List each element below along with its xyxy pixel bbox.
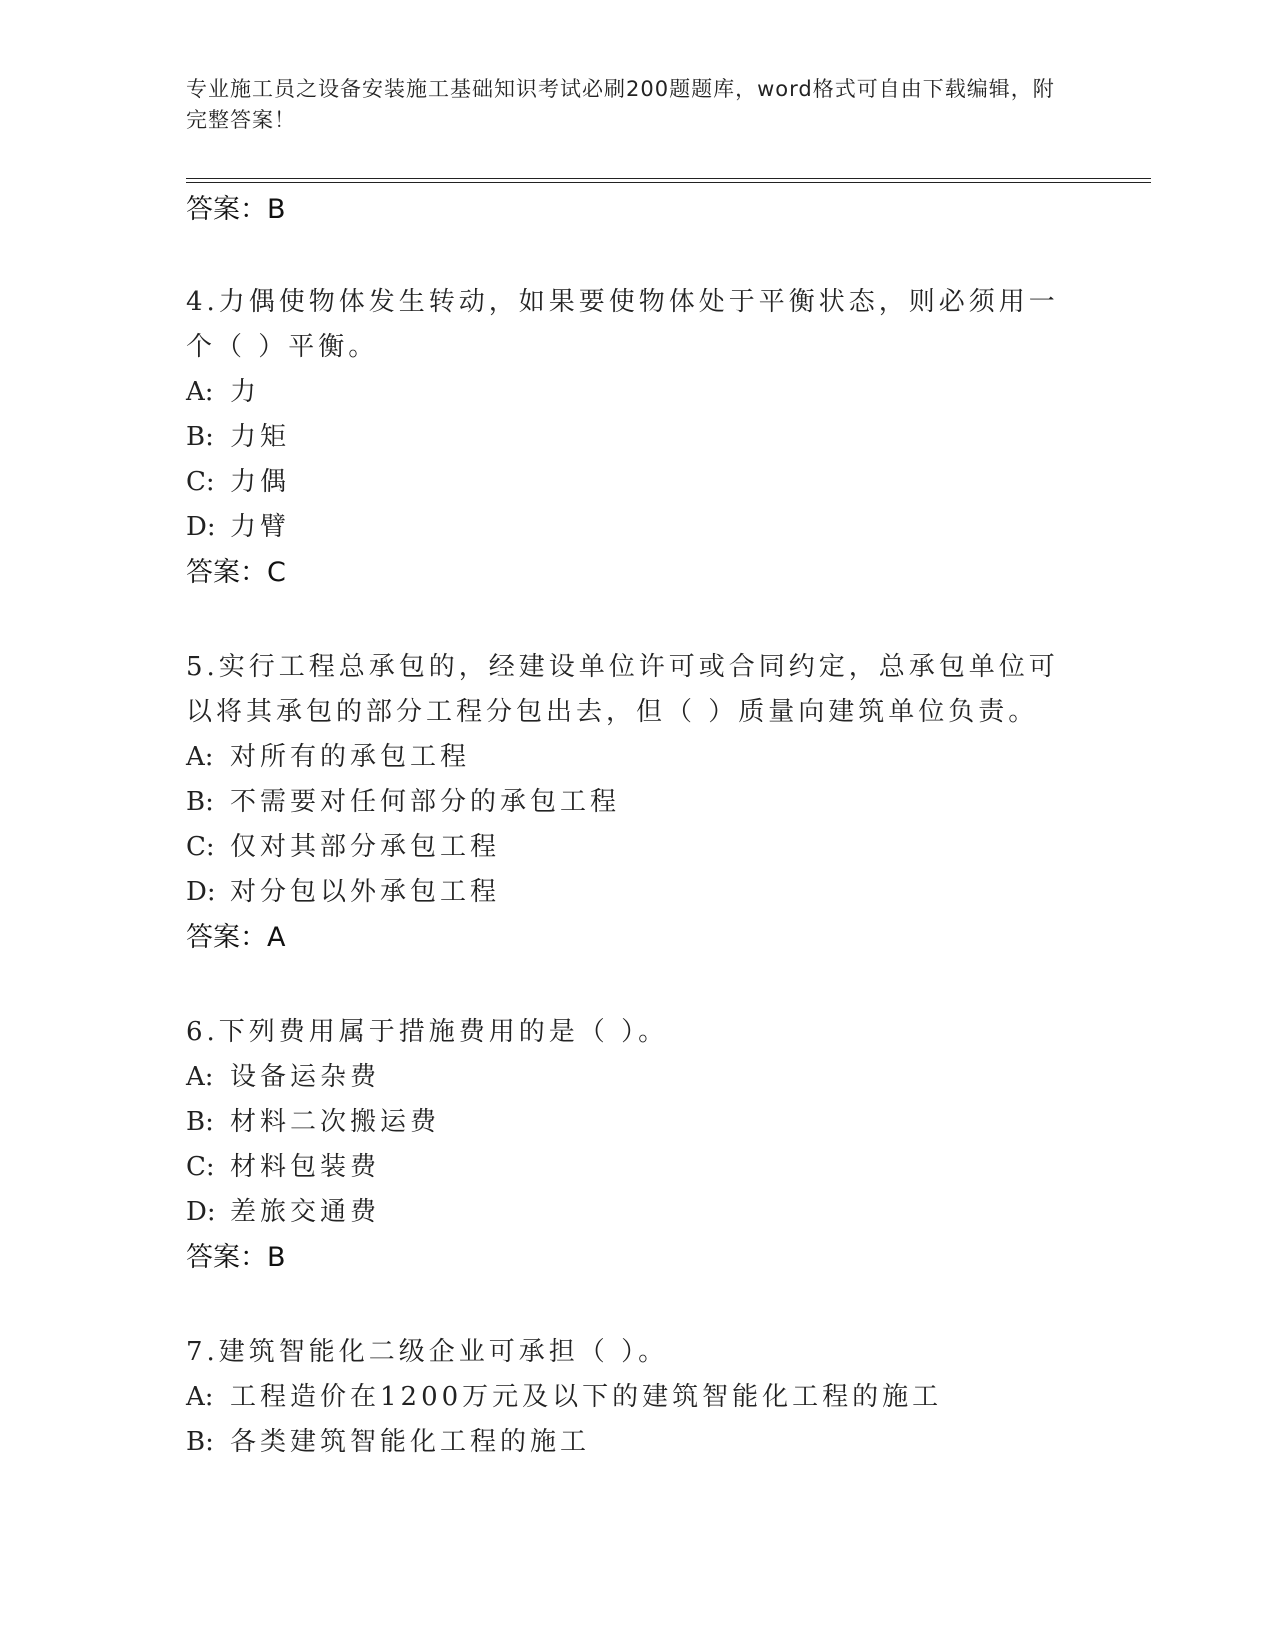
answer-line: 答案：B (186, 194, 286, 225)
option-b (186, 1420, 1146, 1465)
question-text: 6.下列费用属于措施费用的是（ ）。 (186, 1017, 669, 1047)
option-text: 力矩 (230, 422, 291, 452)
option-text: 力偶 (230, 467, 291, 497)
question-text: 7.建筑智能化二级企业可承担（ ）。 (186, 1337, 669, 1367)
option-a (186, 370, 1146, 415)
option-letter: C: (186, 832, 215, 862)
question-item (186, 1330, 1146, 1465)
option-letter: D: (186, 1197, 216, 1227)
question-text: 4.力偶使物体发生转动，如果要使物体处于平衡状态，则必须用一个（ ）平衡。 (186, 287, 1059, 362)
option-text: 各类建筑智能化工程的施工 (230, 1427, 591, 1457)
option-b (186, 780, 1146, 825)
option-b (186, 415, 1146, 460)
option-a (186, 1375, 1146, 1420)
question-item (186, 280, 1146, 595)
option-text: 对分包以外承包工程 (230, 877, 501, 907)
option-letter: A: (186, 1062, 214, 1092)
option-text: 力臂 (230, 512, 291, 542)
option-letter: A: (186, 742, 214, 772)
option-d (186, 870, 1146, 915)
option-text: 设备运杂费 (230, 1062, 381, 1092)
option-letter: D: (186, 877, 216, 907)
option-text: 材料二次搬运费 (230, 1107, 441, 1137)
question-item (186, 645, 1146, 960)
option-letter: A: (186, 377, 214, 407)
option-text: 材料包装费 (230, 1152, 381, 1182)
option-letter: B: (186, 787, 214, 817)
option-c (186, 460, 1146, 505)
option-text: 对所有的承包工程 (230, 742, 471, 772)
option-text: 力 (230, 377, 261, 407)
option-letter: B: (186, 1427, 214, 1457)
option-text: 仅对其部分承包工程 (230, 832, 501, 862)
answer-line: 答案：A (186, 922, 286, 953)
answer-line: 答案：C (186, 557, 286, 588)
option-letter: D: (186, 512, 216, 542)
option-d (186, 505, 1146, 550)
option-letter: C: (186, 1152, 215, 1182)
option-letter: B: (186, 422, 214, 452)
option-letter: C: (186, 467, 215, 497)
answer-line: 答案：B (186, 1242, 286, 1273)
option-b (186, 1100, 1146, 1145)
option-a (186, 1055, 1146, 1100)
option-text: 差旅交通费 (230, 1197, 381, 1227)
question-list (186, 190, 1146, 1465)
option-a (186, 735, 1146, 780)
option-c (186, 1145, 1146, 1190)
page-header: 专业施工员之设备安装施工基础知识考试必刷200题题库，word格式可自由下载编辑，附完整答案！ (186, 77, 1055, 132)
option-letter: B: (186, 1107, 214, 1137)
header-divider (186, 178, 1151, 183)
option-text: 工程造价在1200万元及以下的建筑智能化工程的施工 (230, 1382, 943, 1412)
question-item (186, 1010, 1146, 1280)
question-text: 5.实行工程总承包的，经建设单位许可或合同约定，总承包单位可以将其承包的部分工程分包出去，但（ ）质量向建筑单位负责。 (186, 652, 1059, 727)
option-text: 不需要对任何部分的承包工程 (230, 787, 621, 817)
option-d (186, 1190, 1146, 1235)
option-c (186, 825, 1146, 870)
option-letter: A: (186, 1382, 214, 1412)
